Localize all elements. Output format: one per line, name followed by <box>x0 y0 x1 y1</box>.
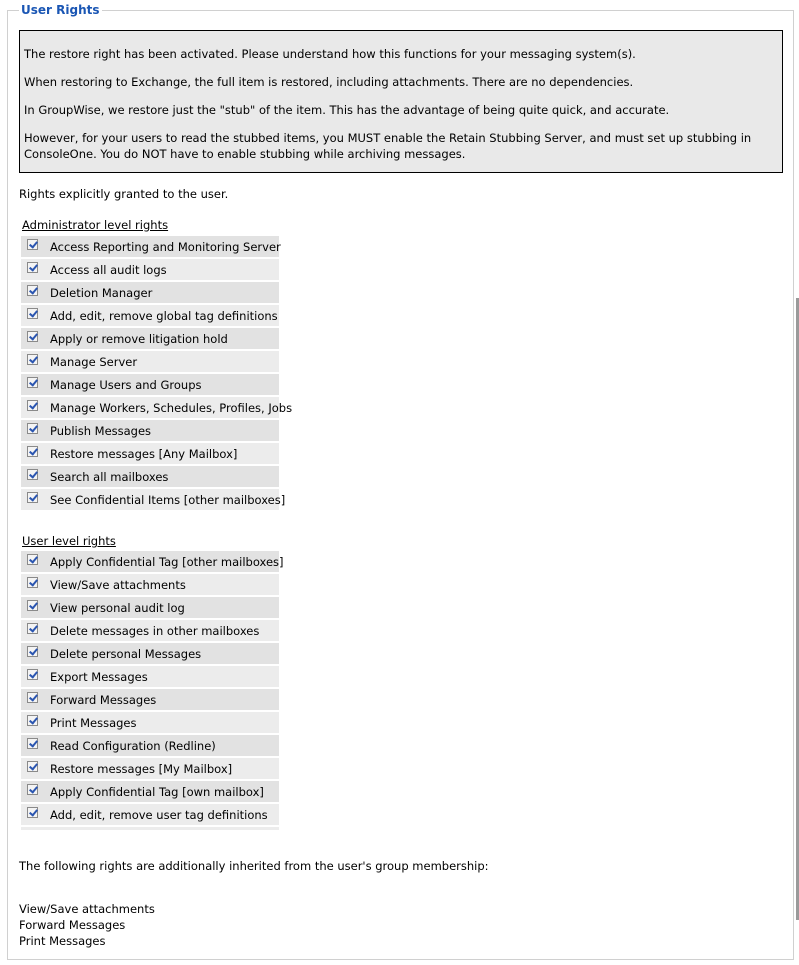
right-label: Forward Messages <box>50 692 157 707</box>
admin-right-row[interactable] <box>21 236 279 257</box>
admin-right-row[interactable] <box>21 420 279 441</box>
right-label: Manage Workers, Schedules, Profiles, Jobs <box>50 400 293 415</box>
user-right-row[interactable] <box>21 597 279 618</box>
admin-right-row[interactable] <box>21 282 279 303</box>
user-right-row[interactable] <box>21 620 279 641</box>
user-right-row[interactable] <box>21 758 279 779</box>
right-label: Apply Confidential Tag [other mailboxes] <box>50 554 284 569</box>
checkbox-checked-icon[interactable] <box>27 400 38 411</box>
checkbox-checked-icon[interactable] <box>27 738 38 749</box>
explicit-rights-label: Rights explicitly granted to the user. <box>19 187 229 201</box>
admin-right-row[interactable] <box>21 328 279 349</box>
right-label: View/Save attachments <box>50 577 186 592</box>
inherited-rights-list <box>19 901 155 949</box>
user-right-row[interactable] <box>21 643 279 664</box>
admin-rights-list <box>21 236 293 512</box>
right-label: Add, edit, remove global tag definitions <box>50 308 278 323</box>
checkbox-checked-icon[interactable] <box>27 715 38 726</box>
checkbox-checked-icon[interactable] <box>27 692 38 703</box>
list-end-strip <box>21 827 279 830</box>
checkbox-checked-icon[interactable] <box>27 577 38 588</box>
right-label: Delete personal Messages <box>50 646 202 661</box>
right-label: Read Configuration (Redline) <box>50 738 216 753</box>
inherited-right-item: Forward Messages <box>19 918 126 932</box>
checkbox-checked-icon[interactable] <box>27 308 38 319</box>
checkbox-checked-icon[interactable] <box>27 784 38 795</box>
right-label: See Confidential Items [other mailboxes] <box>50 492 286 507</box>
right-label: Export Messages <box>50 669 148 684</box>
notice-paragraph: However, for your users to read the stubbed items, you MUST enable the Retain Stubbing Server, and must set up stubbing in ConsoleOne. You do NOT have to enable stubbing while archiving messages. <box>24 131 752 161</box>
right-label: Manage Server <box>50 354 138 369</box>
right-label: Restore messages [Any Mailbox] <box>50 446 238 461</box>
checkbox-checked-icon[interactable] <box>27 623 38 634</box>
right-label: Manage Users and Groups <box>50 377 202 392</box>
checkbox-checked-icon[interactable] <box>27 807 38 818</box>
admin-right-row[interactable] <box>21 466 279 487</box>
user-right-row[interactable] <box>21 804 279 825</box>
notice-paragraph: In GroupWise, we restore just the "stub" of the item. This has the advantage of being quite quick, and accurate. <box>24 103 670 117</box>
admin-right-row[interactable] <box>21 305 279 326</box>
right-label: Add, edit, remove user tag definitions <box>50 807 268 822</box>
inherited-right-item: Print Messages <box>19 934 106 948</box>
admin-right-row[interactable] <box>21 489 286 510</box>
user-right-row[interactable] <box>21 735 279 756</box>
right-label: View personal audit log <box>50 600 185 615</box>
checkbox-checked-icon[interactable] <box>27 761 38 772</box>
checkbox-checked-icon[interactable] <box>27 331 38 342</box>
checkbox-checked-icon[interactable] <box>27 423 38 434</box>
right-label: Publish Messages <box>50 423 152 438</box>
user-right-row[interactable] <box>21 666 279 687</box>
admin-right-row[interactable] <box>21 374 279 395</box>
inherited-rights-intro: The following rights are additionally inherited from the user's group membership: <box>19 859 489 873</box>
checkbox-checked-icon[interactable] <box>27 554 38 565</box>
admin-right-row[interactable] <box>21 259 279 280</box>
admin-right-row[interactable] <box>21 351 279 372</box>
right-label: Print Messages <box>50 715 137 730</box>
right-label: Access all audit logs <box>50 262 167 277</box>
checkbox-checked-icon[interactable] <box>27 285 38 296</box>
checkbox-checked-icon[interactable] <box>27 646 38 657</box>
user-right-row[interactable] <box>21 712 279 733</box>
user-right-row[interactable] <box>21 551 284 572</box>
user-rights-title: User level rights <box>22 534 116 548</box>
notice-paragraph: When restoring to Exchange, the full item is restored, including attachments. There are no dependencies. <box>24 75 634 89</box>
checkbox-checked-icon[interactable] <box>27 446 38 457</box>
checkbox-checked-icon[interactable] <box>27 492 38 503</box>
right-label: Restore messages [My Mailbox] <box>50 761 233 776</box>
admin-rights-title: Administrator level rights <box>22 218 169 232</box>
right-label: Apply or remove litigation hold <box>50 331 228 346</box>
notice-paragraph: The restore right has been activated. Please understand how this functions for your messaging system(s). <box>24 47 636 61</box>
right-label: Access Reporting and Monitoring Server <box>50 239 281 254</box>
checkbox-checked-icon[interactable] <box>27 469 38 480</box>
restore-notice-box <box>19 30 783 173</box>
admin-right-row[interactable] <box>21 397 293 418</box>
fieldset-legend: User Rights <box>21 3 100 17</box>
admin-right-row[interactable] <box>21 443 279 464</box>
checkbox-checked-icon[interactable] <box>27 354 38 365</box>
inherited-right-item: View/Save attachments <box>19 902 155 916</box>
checkbox-checked-icon[interactable] <box>27 262 38 273</box>
right-label: Apply Confidential Tag [own mailbox] <box>50 784 264 799</box>
user-rights-list <box>21 551 284 832</box>
user-right-row[interactable] <box>21 689 279 710</box>
checkbox-checked-icon[interactable] <box>27 669 38 680</box>
right-label: Search all mailboxes <box>50 469 169 484</box>
user-right-row[interactable] <box>21 781 279 802</box>
right-label: Deletion Manager <box>50 285 153 300</box>
checkbox-checked-icon[interactable] <box>27 600 38 611</box>
user-right-row[interactable] <box>21 574 279 595</box>
right-label: Delete messages in other mailboxes <box>50 623 260 638</box>
checkbox-checked-icon[interactable] <box>27 239 38 250</box>
checkbox-checked-icon[interactable] <box>27 377 38 388</box>
